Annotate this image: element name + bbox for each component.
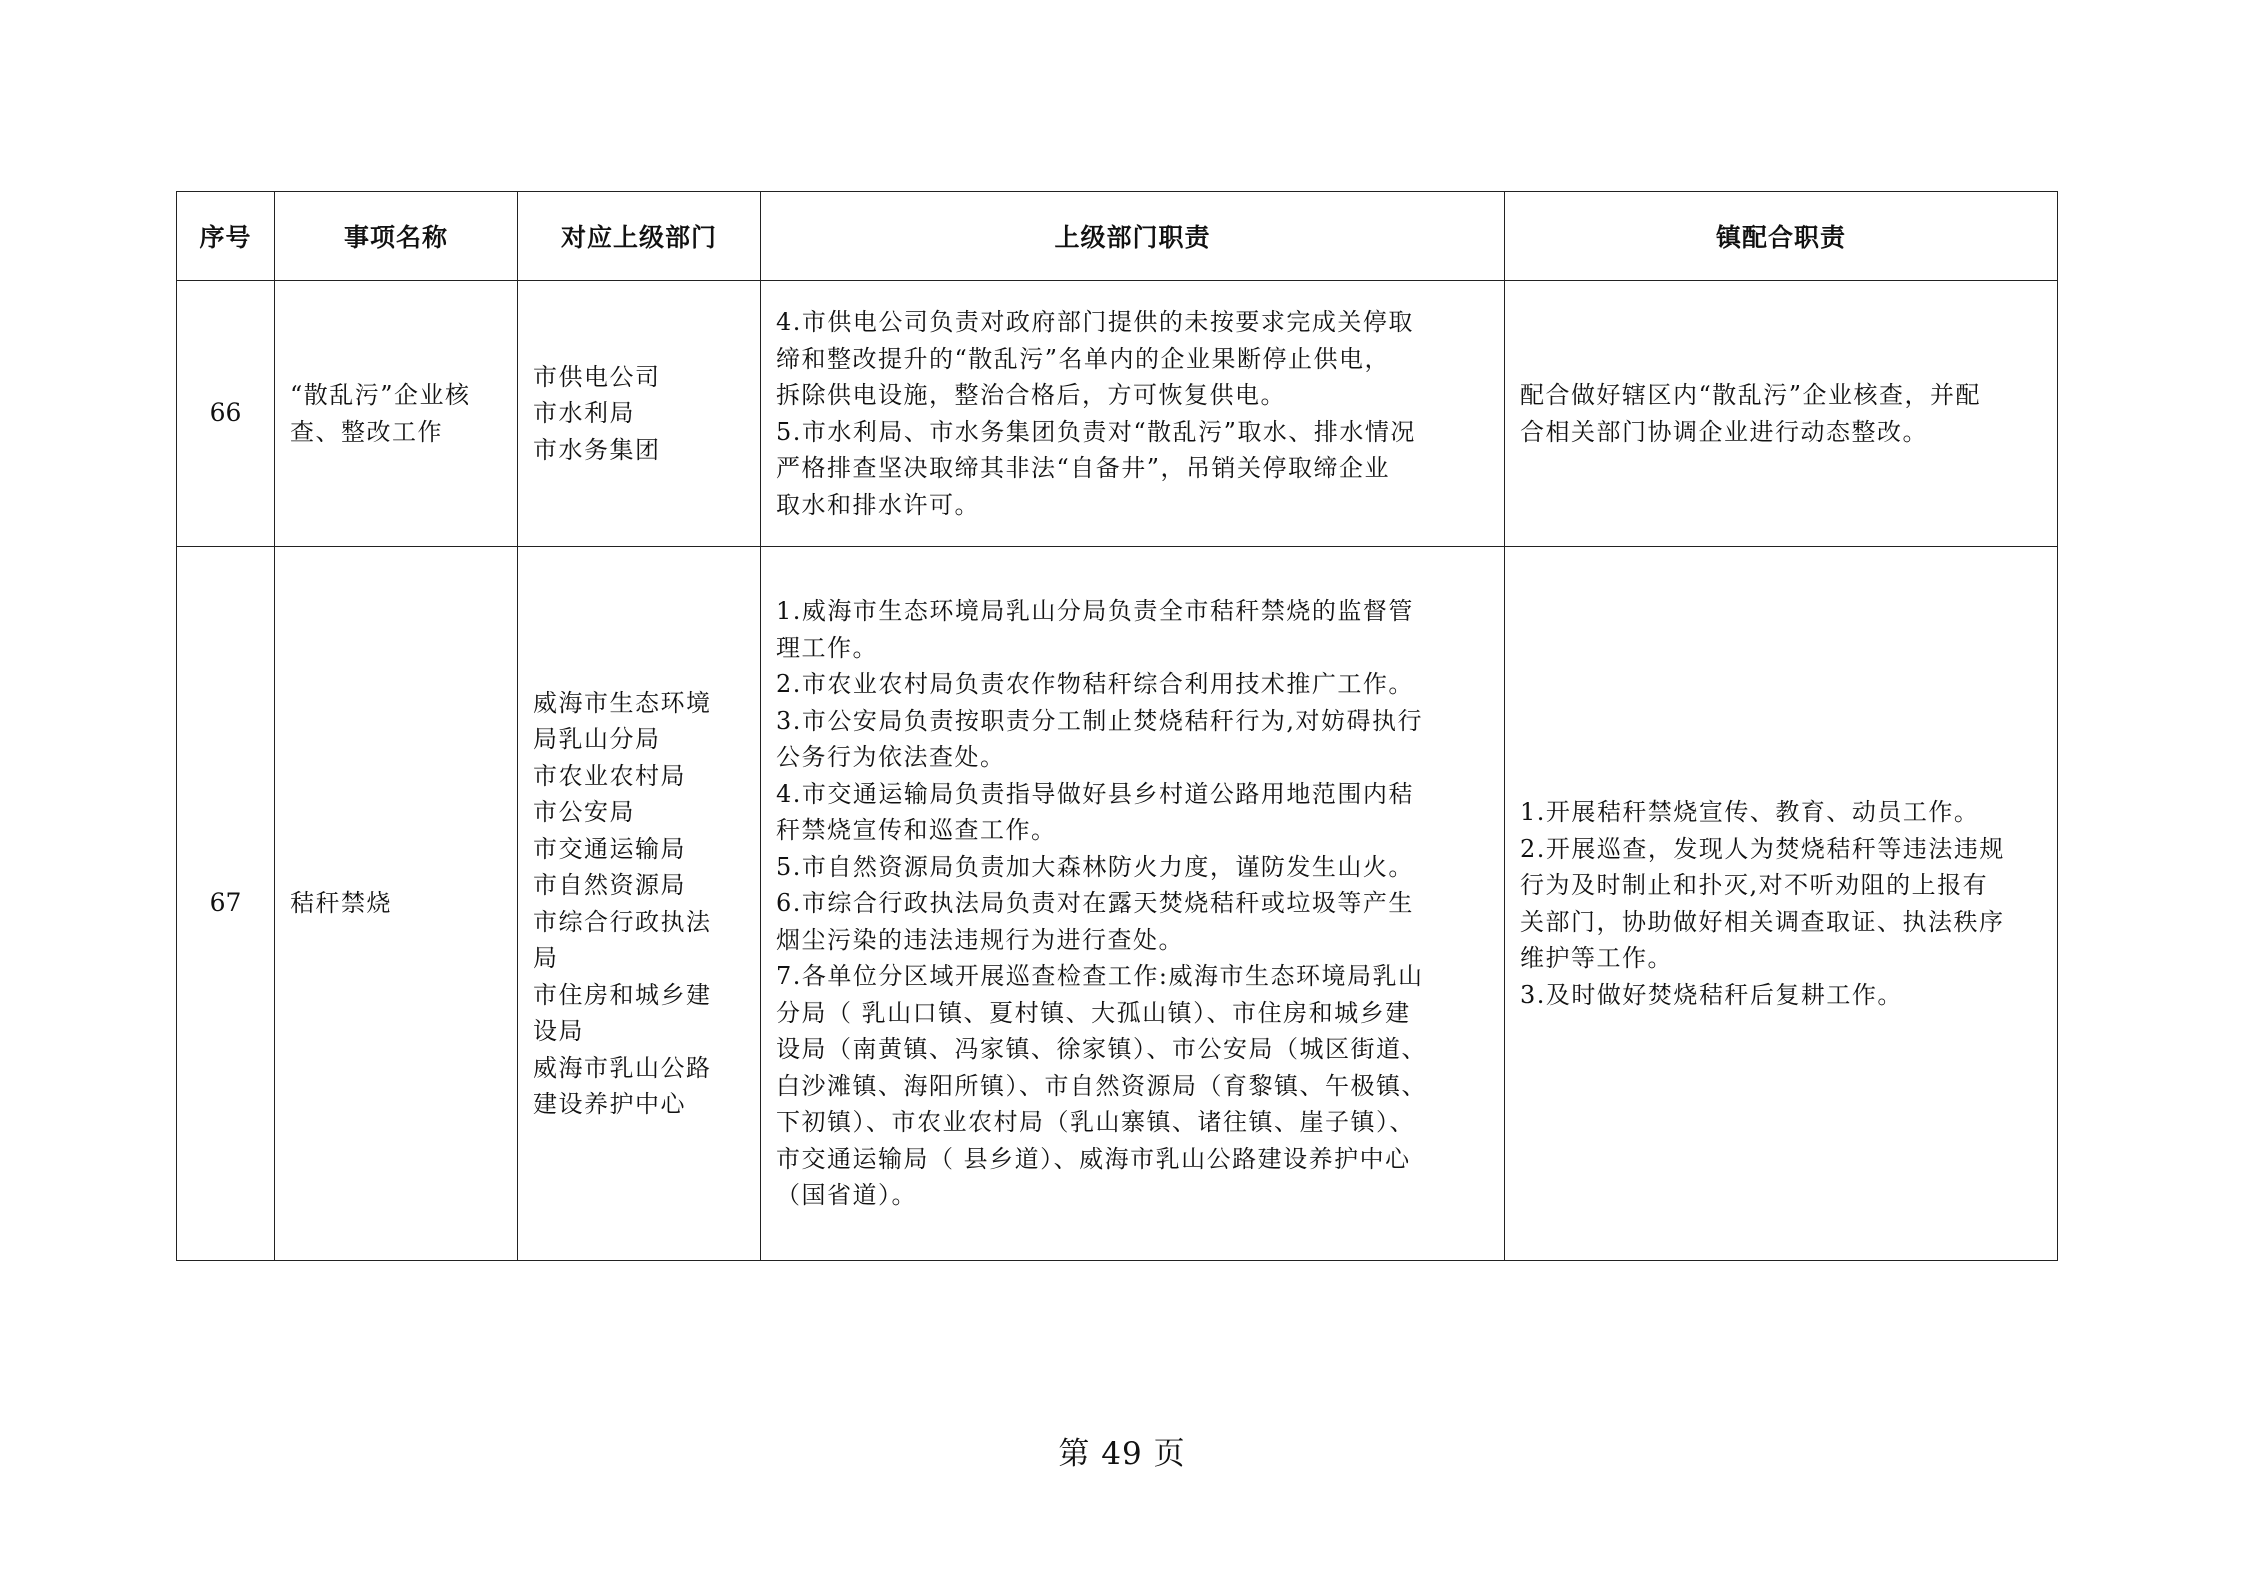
cell-superior-duty xyxy=(761,281,1505,547)
table-row xyxy=(177,281,2058,547)
header-town-duty: 镇配合职责 xyxy=(1505,192,2058,281)
superior-duty-text: 1.威海市生态环境局乳山分局负责全市秸秆禁烧的监督管 理工作。 2.市农业农村局负责农作物秸秆综合利用技术推广工作。 3.市公安局负责按职责分工制止焚烧秸秆行为,对妨碍执行 公务行为依法查处。 4.市交通运输局负责指导做好县乡村道公路用地范围内秸 秆禁烧宣传和巡查工作。 5.市自然资源局负责加大森林防火力度，谨防发生山火。 6.市综合行政执法局负责对在露天焚烧秸秆或垃圾等产生 烟尘污染的违法违规行为进行查处。 7.各单位分区域开展巡查检查工作:威海市生态环境局乳山 分局（ 乳山口镇、夏村镇、大孤山镇）、市住房和城乡建 设局（南黄镇、冯家镇、徐家镇）、市公安局（城区街道、 白沙滩镇、海阳所镇）、市自然资源局（育黎镇、午极镇、 下初镇）、市农业农村局（乳山寨镇、诸往镇、崖子镇）、 市交通运输局（ 县乡道）、威海市乳山公路建设养护中心 （国省道）。 xyxy=(776,597,1427,1210)
town-duty-text: 配合做好辖区内“散乱污”企业核查，并配 合相关部门协调企业进行动态整改。 xyxy=(1520,381,1982,446)
department-list-text: 威海市生态环境 局乳山分局 市农业农村局 市公安局 市交通运输局 市自然资源局 市综合行政执法 局 市住房和城乡建 设局 威海市乳山公路 建设养护中心 xyxy=(533,688,712,1118)
item-name-text: 秸秆禁烧 xyxy=(290,889,392,918)
cell-town-duty xyxy=(1505,547,2058,1261)
department-list-text: 市供电公司 市水利局 市水务集团 xyxy=(533,362,661,464)
serial-number-text: 66 xyxy=(209,398,242,428)
item-name-text: “散乱污”企业核 查、整改工作 xyxy=(290,381,471,446)
header-item-name: 事项名称 xyxy=(275,192,518,281)
header-superior-duty: 上级部门职责 xyxy=(761,192,1505,281)
town-duty-text: 1.开展秸秆禁烧宣传、教育、动员工作。 2.开展巡查，发现人为焚烧秸秆等违法违规 行为及时制止和扑灭,对不听劝阻的上报有 关部门，协助做好相关调查取证、执法秩序 维护等工作。 3.及时做好焚烧秸秆后复耕工作。 xyxy=(1520,798,2005,1009)
header-row xyxy=(177,192,2058,281)
superior-duty-text: 4.市供电公司负责对政府部门提供的未按要求完成关停取 缔和整改提升的“散乱污”名单内的企业果断停止供电， 拆除供电设施，整治合格后，方可恢复供电。 5.市水利局、市水务集团负责对“散乱污”取水、排水情况 严格排查坚决取缔其非法“自备井”，吊销关停取缔企业 取水和排水许可。 xyxy=(776,308,1416,519)
header-superior-department: 对应上级部门 xyxy=(518,192,761,281)
cell-superior-department xyxy=(518,547,761,1261)
page-number: 第 49 页 xyxy=(1058,1436,1186,1472)
cell-superior-department xyxy=(518,281,761,547)
table-header xyxy=(177,192,2058,281)
responsibility-table xyxy=(176,191,2058,1261)
serial-number-text: 67 xyxy=(209,888,242,918)
table-body xyxy=(177,281,2058,1261)
table-row xyxy=(177,547,2058,1261)
header-serial-number: 序号 xyxy=(177,192,275,281)
cell-item-name xyxy=(275,547,518,1261)
cell-item-name xyxy=(275,281,518,547)
cell-superior-duty xyxy=(761,547,1505,1261)
cell-serial-number xyxy=(177,547,275,1261)
cell-town-duty xyxy=(1505,281,2058,547)
cell-serial-number xyxy=(177,281,275,547)
